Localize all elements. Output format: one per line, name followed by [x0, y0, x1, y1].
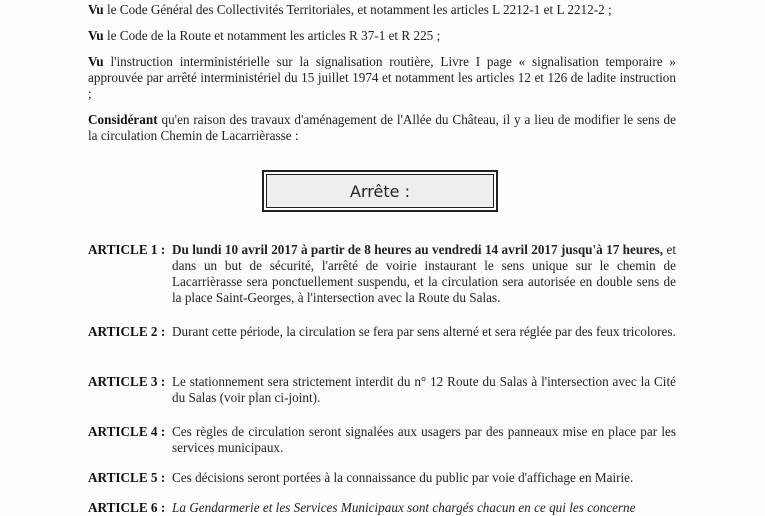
article-body	[172, 242, 676, 306]
lead-word: Vu	[88, 2, 104, 17]
article-body: Le stationnement sera strictement interdit du n° 12 Route du Salas à l'intersection avec la Cité du Salas (voir plan ci-joint).	[172, 374, 676, 405]
article-label: ARTICLE 1 :	[88, 242, 166, 257]
article-6	[88, 500, 676, 516]
article-body: Ces décisions seront portées à la connaissance du public par voie d'affichage en Mairie.	[172, 470, 634, 485]
article-text: et dans un but de sécurité, l'arrêté de voirie instaurant le sens unique sur le chemin de Lacarrièrasse sera ponctuellement suspendu, et la circulation sera autorisée en double sens de la place Saint-Georges, à l'intersection avec la Route du Salas.	[172, 242, 676, 305]
preamble-considerant	[88, 112, 676, 144]
lead-word: Vu	[88, 28, 104, 43]
preamble-text: l'instruction interministérielle sur la signalisation routière, Livre I page « signalisation temporaire » approuvée par arrêté interministériel du 15 juillet 1974 et notamment les articles 12 et 126 de ladite instruction ;	[88, 54, 676, 101]
article-4	[88, 424, 676, 456]
lead-word: Vu	[88, 54, 104, 69]
article-body: La Gendarmerie et les Services Municipaux sont chargés chacun en ce qui les concerne	[172, 500, 636, 515]
preamble-vu-code-route	[88, 28, 676, 44]
article-body: Durant cette période, la circulation se fera par sens alterné et sera réglée par des feux tricolores.	[172, 324, 676, 339]
article-3	[88, 374, 676, 406]
article-dates: Du lundi 10 avril 2017 à partir de 8 heures au vendredi 14 avril 2017 jusqu'à 17 heures,	[172, 242, 664, 257]
arrete-heading: Arrête :	[266, 174, 494, 208]
article-body: Ces règles de circulation seront signalées aux usagers par des panneaux mise en place par les services municipaux.	[172, 424, 676, 455]
preamble-vu-cgct	[88, 2, 676, 18]
preamble-text: le Code Général des Collectivités Territoriales, et notamment les articles L 2212-1 et L 2212-2 ;	[103, 2, 612, 17]
preamble-vu-instruction	[88, 54, 676, 102]
article-label: ARTICLE 3 :	[88, 374, 166, 389]
article-2	[88, 324, 676, 340]
preamble-text: qu'en raison des travaux d'aménagement de l'Allée du Château, il y a lieu de modifier le sens de la circulation Chemin de Lacarrièrasse :	[88, 112, 676, 143]
article-label: ARTICLE 2 :	[88, 324, 166, 339]
article-1	[88, 242, 676, 306]
article-label: ARTICLE 4 :	[88, 424, 166, 439]
article-5	[88, 470, 676, 486]
article-label: ARTICLE 5 :	[88, 470, 166, 485]
lead-word: Considérant	[88, 112, 158, 127]
arrete-heading-box	[262, 170, 498, 212]
article-label: ARTICLE 6 :	[88, 500, 166, 515]
preamble-text: le Code de la Route et notamment les articles R 37-1 et R 225 ;	[103, 28, 441, 43]
